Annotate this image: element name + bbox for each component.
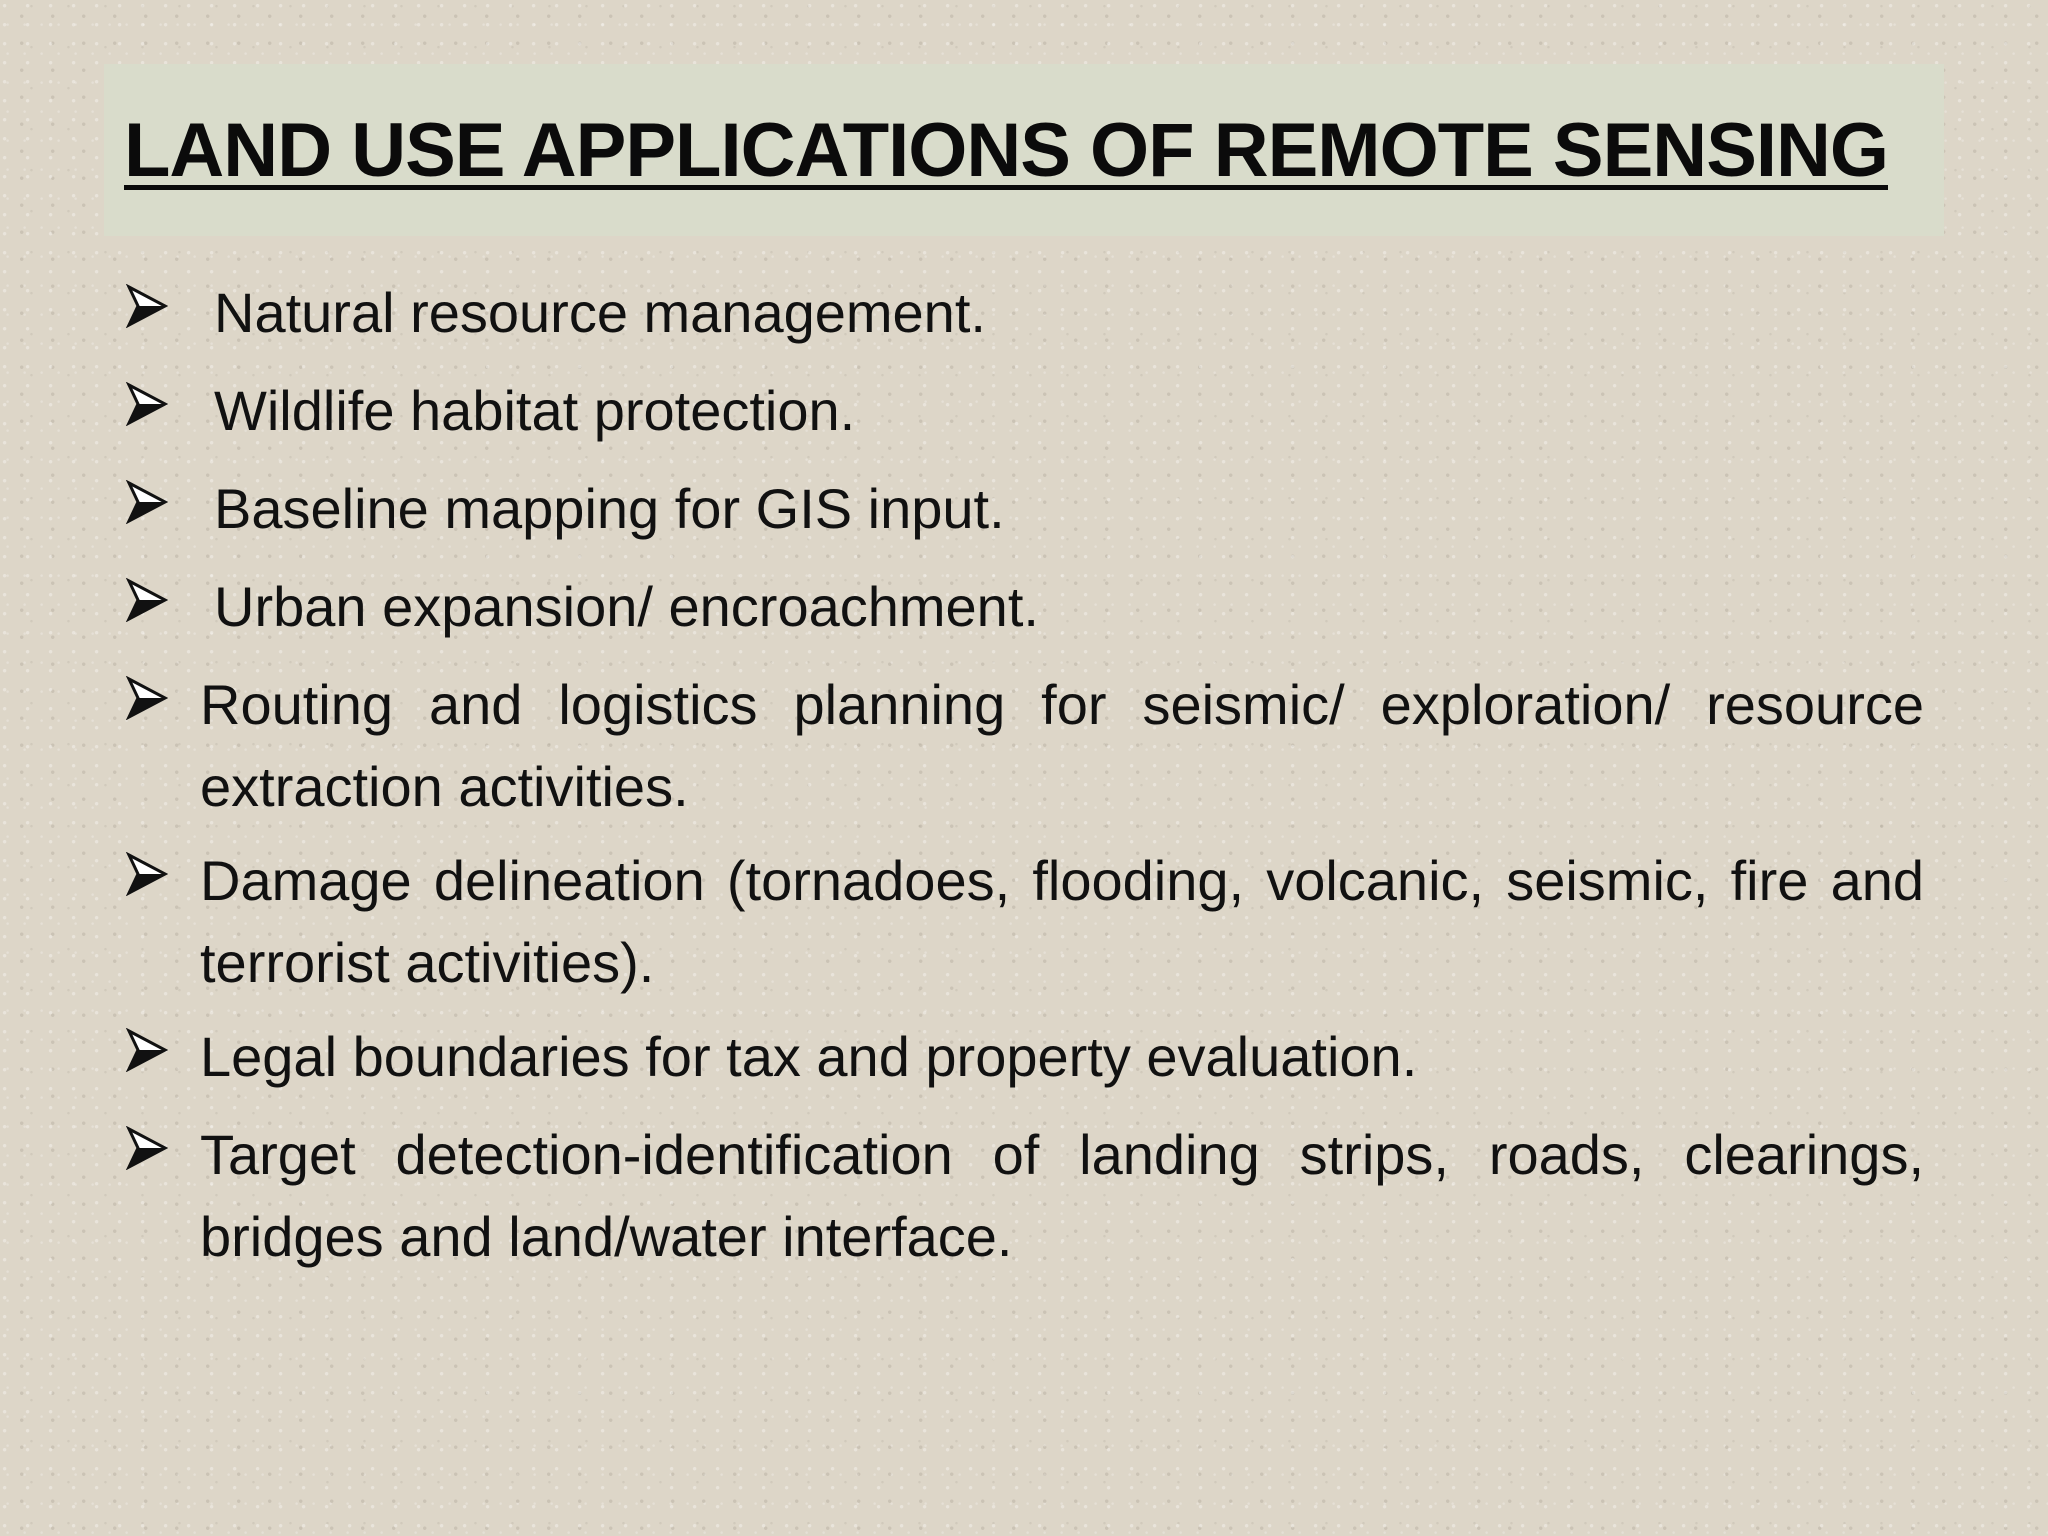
arrow-bullet-icon [124,676,168,720]
list-item-text: Natural resource management. [214,281,986,344]
arrow-bullet-icon [124,852,168,896]
list-item-text: Damage delineation (tornadoes, flooding, volcanic, seismic, fire and terrorist activities). [200,849,1924,994]
arrow-bullet-icon [124,284,168,328]
list-item [124,1016,1924,1098]
list-item [124,664,1924,828]
list-item-text: Wildlife habitat protection. [214,379,856,442]
list-item-text: Target detection-identification of landing strips, roads, clearings, bridges and land/water interface. [200,1123,1924,1268]
bullet-list [124,272,1924,1290]
list-item [124,566,1924,648]
arrow-bullet-icon [124,578,168,622]
arrow-bullet-icon [124,382,168,426]
list-item [124,840,1924,1004]
title-band [104,64,1944,236]
arrow-bullet-icon [124,1126,168,1170]
arrow-bullet-icon [124,480,168,524]
slide-title: LAND USE APPLICATIONS OF REMOTE SENSING [124,107,1888,193]
list-item-text: Routing and logistics planning for seismic/ exploration/ resource extraction activities. [200,673,1924,818]
list-item [124,468,1924,550]
list-item-text: Legal boundaries for tax and property evaluation. [200,1025,1418,1088]
list-item-text: Urban expansion/ encroachment. [214,575,1039,638]
list-item-text: Baseline mapping for GIS input. [214,477,1005,540]
list-item [124,1114,1924,1278]
list-item [124,272,1924,354]
list-item [124,370,1924,452]
arrow-bullet-icon [124,1028,168,1072]
